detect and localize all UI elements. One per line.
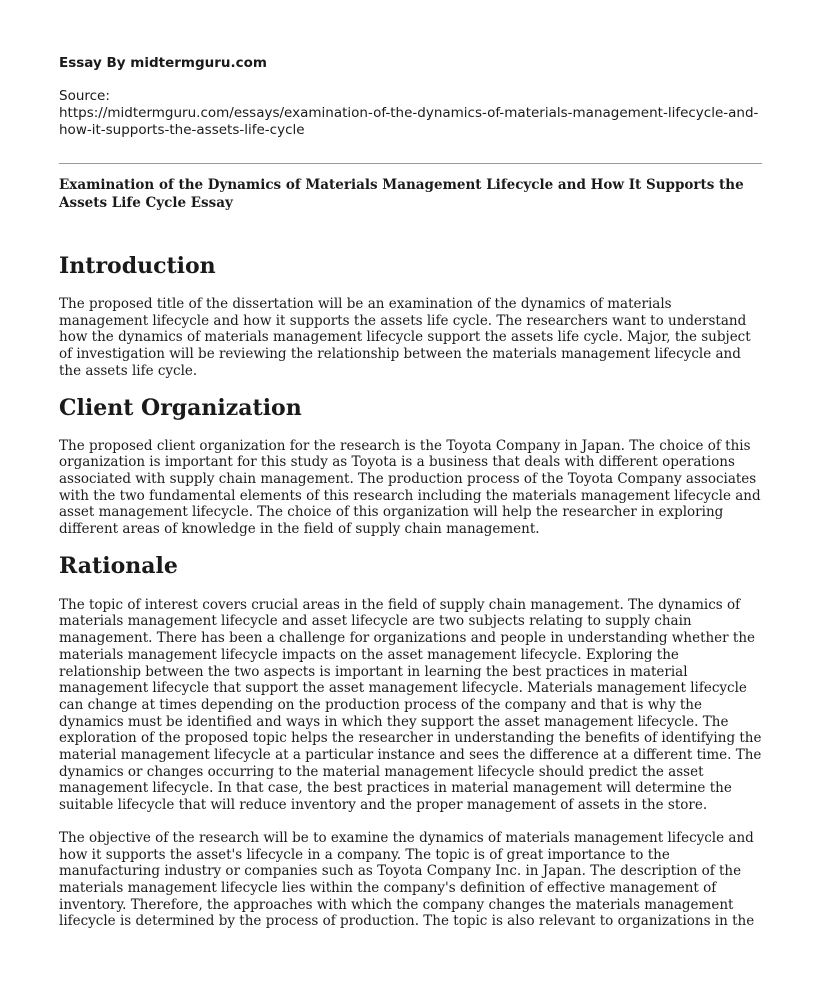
paragraph-client-organization: The proposed client organization for the research is the Toyota Company in Japan. The choice of this organization is important for this study as Toyota is a business that deals with different operations associated with supply chain management. The production process of the Toyota Company associates with the two fundamental elements of this research including the materials management lifecycle and asset management lifecycle. The choice of this organization will help the researcher in exploring different areas of knowledge in the field of supply chain management. (59, 437, 761, 538)
byline: Essay By midtermguru.com (59, 55, 267, 71)
heading-client-organization: Client Organization (59, 394, 302, 421)
paragraph-rationale-1: The topic of interest covers crucial areas in the field of supply chain management. The dynamics of materials management lifecycle and asset lifecycle are two subjects relating to supply chain management. There has been a challenge for organizations and people in understanding whether the materials management lifecycle impacts on the asset management lifecycle. Exploring the relationship between the two aspects is important in learning the best practices in material management lifecycle that support the asset management lifecycle. Materials management lifecycle can change at times depending on the production process of the company and that is why the dynamics must be identified and ways in which they support the asset management lifecycle. The exploration of the proposed topic helps the researcher in understanding the benefits of identifying the material management lifecycle at a particular instance and sees the difference at a different time. The dynamics or changes occurring to the material management lifecycle should predict the asset management lifecycle. In that case, the best practices in material management will determine the suitable lifecycle that will reduce inventory and the proper management of assets in the store. (59, 596, 762, 814)
essay-body (59, 252, 762, 930)
divider (59, 163, 762, 164)
essay-title: Examination of the Dynamics of Materials Management Lifecycle and How It Supports the Assets Life Cycle Essay (59, 177, 744, 211)
paragraph-introduction: The proposed title of the dissertation will be an examination of the dynamics of materials management lifecycle and how it supports the assets life cycle. The researchers want to understand how the dynamics of materials management lifecycle support the assets life cycle. Major, the subject of investigation will be reviewing the relationship between the materials management lifecycle and the assets life cycle. (59, 296, 751, 379)
heading-introduction: Introduction (59, 253, 216, 279)
paragraph-rationale-2: The objective of the research will be to examine the dynamics of materials management lifecycle and how it supports the asset's lifecycle in a company. The topic is of great importance to the manufacturing industry or companies such as Toyota Company Inc. in Japan. The description of the materials management lifecycle lies within the company's definition of effective management of inventory. Therefore, the approaches with which the company changes the materials management lifecycle is determined by the process of production. The topic is also relevant to organizations in the (59, 829, 755, 930)
heading-rationale: Rationale (59, 552, 178, 579)
source-block (59, 88, 769, 139)
source-label: Source: (59, 88, 110, 104)
source-url: https://midtermguru.com/essays/examination-of-the-dynamics-of-materials-management-lifecycle-and-how-it-supports-the-assets-life-cycle (59, 105, 759, 138)
